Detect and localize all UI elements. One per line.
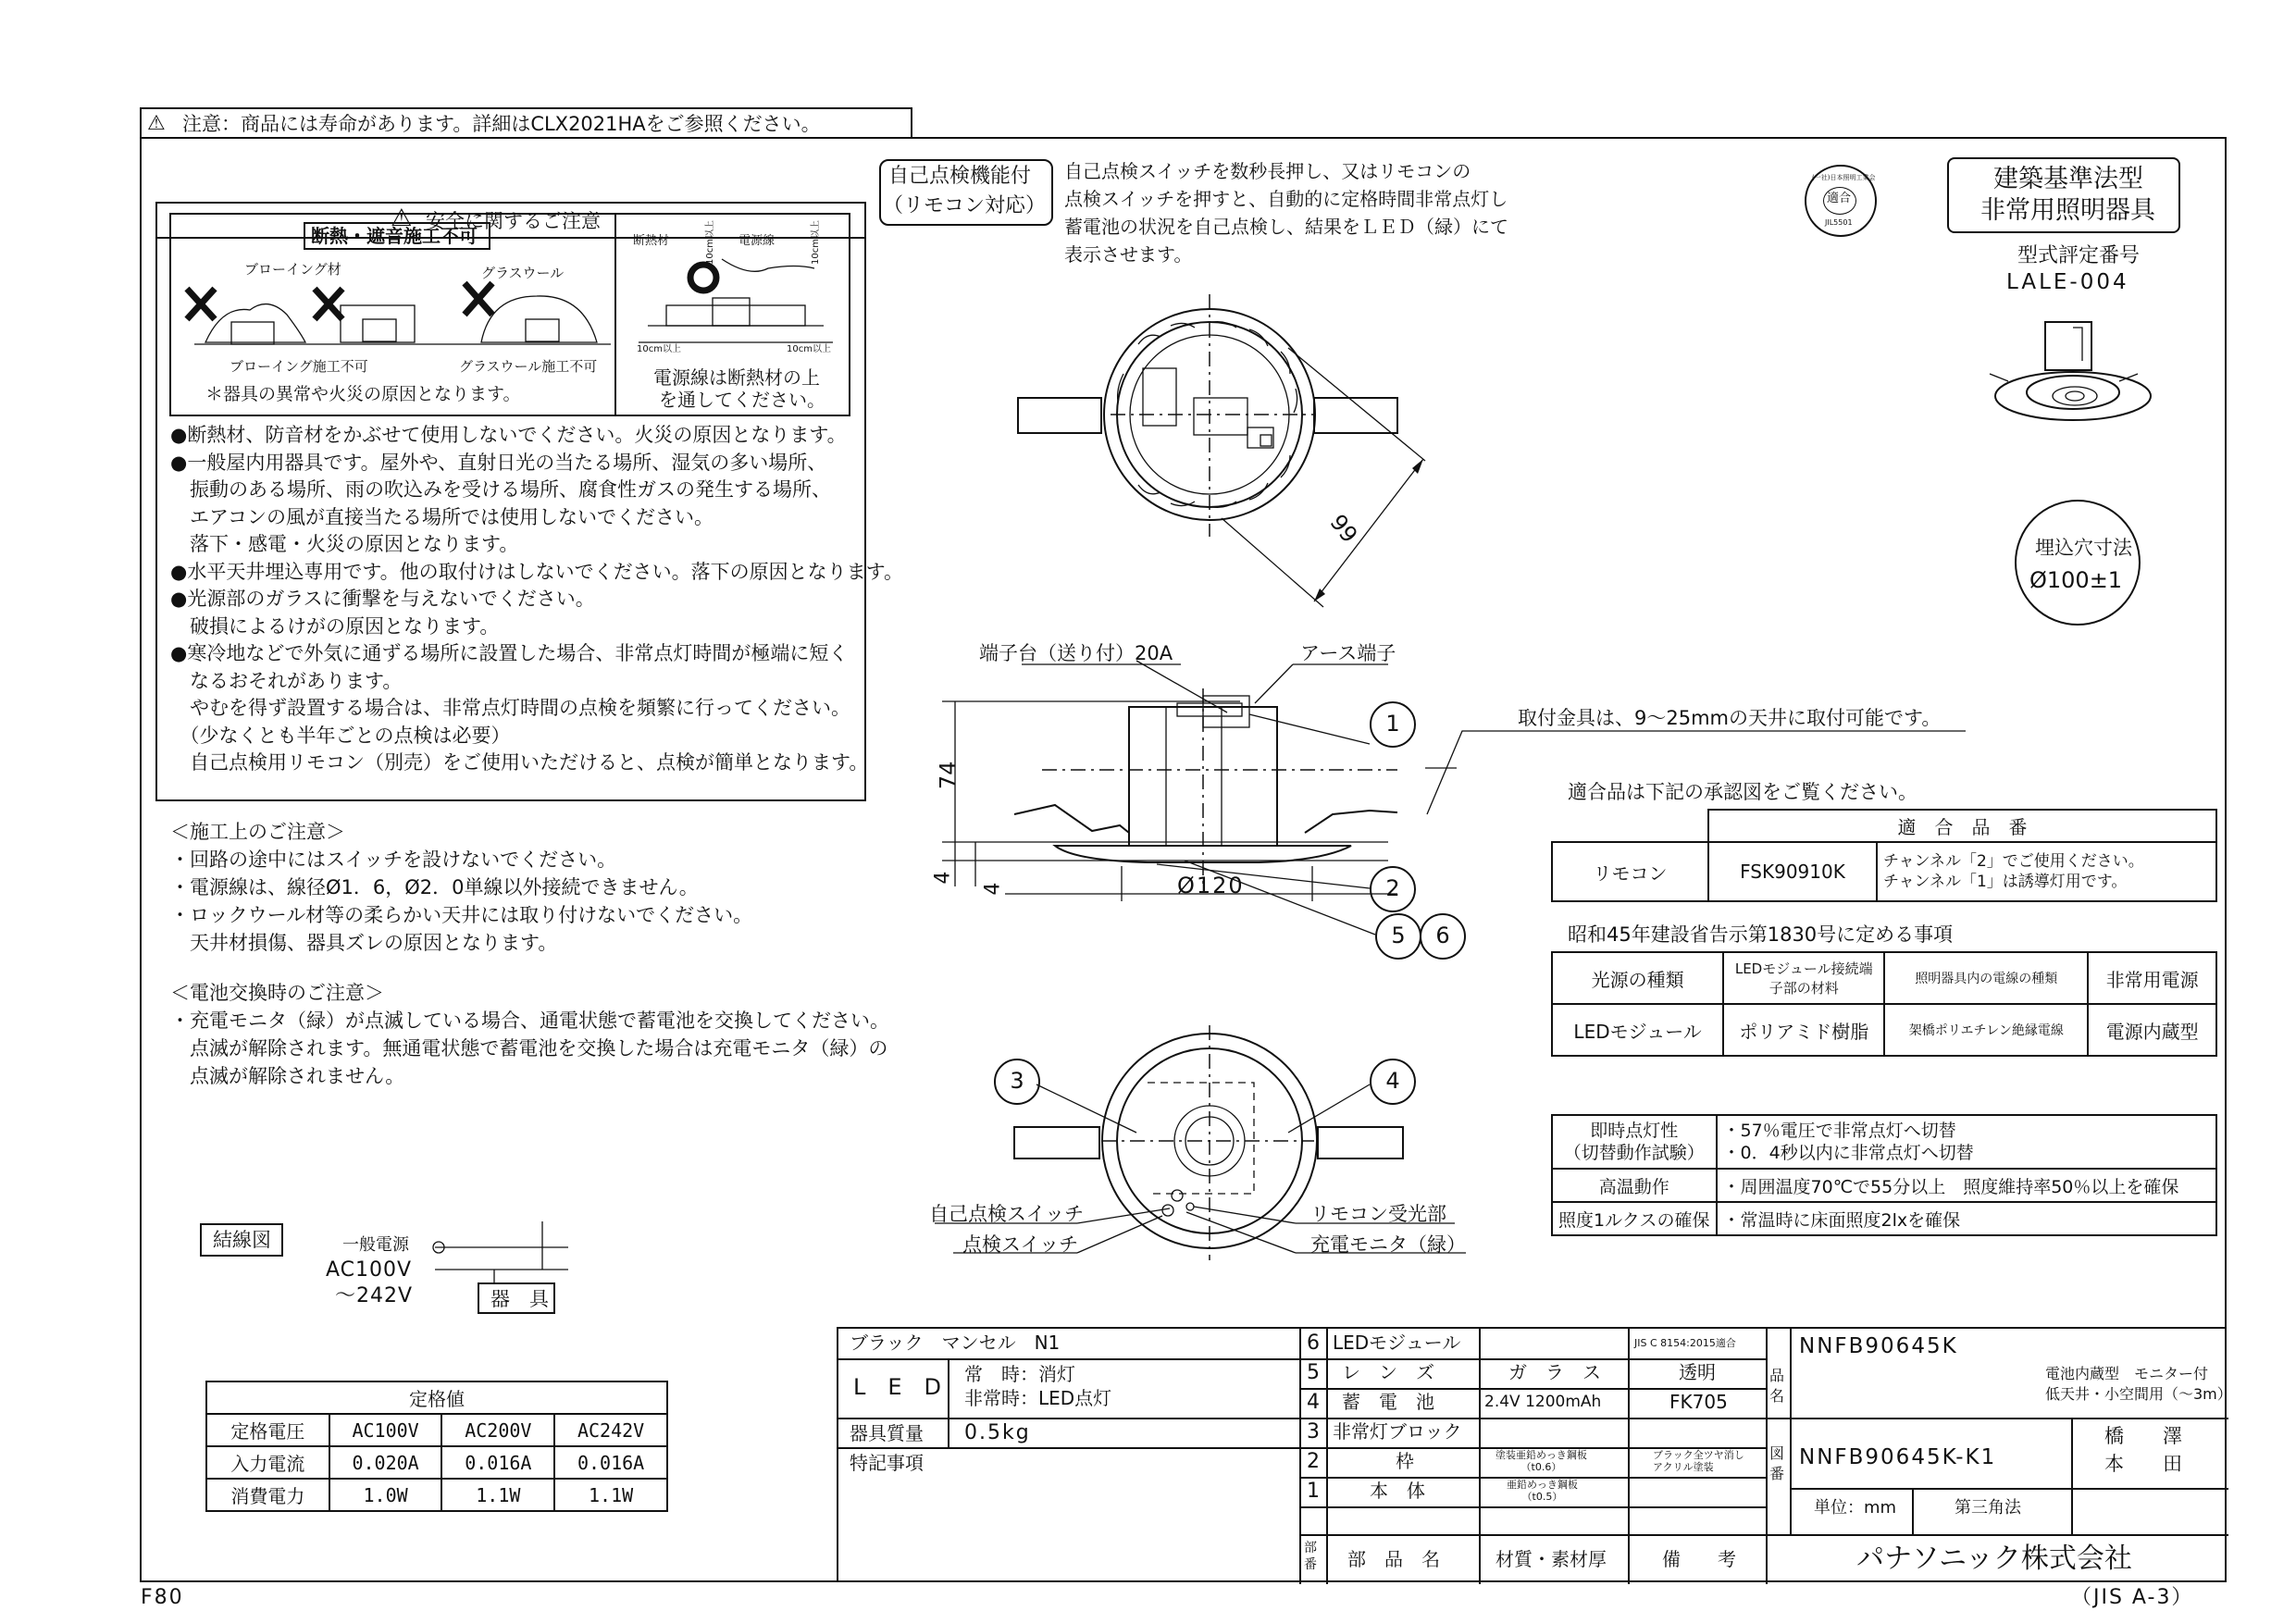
performance-line: ・57％電圧で非常点灯へ切替 [1722,1121,1956,1141]
parts-header-note: 備 考 [1662,1548,1736,1570]
regulation-header-material: LEDモジュール接続端子部の材料 [1723,952,1884,1004]
cutout-value: Ø100±1 [2029,567,2123,593]
safety-title: 安全に関するご注意 [426,210,601,232]
wiring-fixture: 器 具 [490,1288,549,1310]
callout-1 [1370,701,1416,748]
dim-74: 74 [935,761,962,790]
regulation-header-power: 非常用電源 [2088,952,2216,1004]
regulation-table [1551,951,2217,1057]
seal-mid: 適合 [1827,192,1852,205]
callout-3 [994,1059,1040,1105]
part-no: 3 [1307,1420,1320,1443]
title-mass-label: 器具質量 [850,1422,924,1444]
safety-bullet: ●水平天井埋込専用です。他の取付けはしないでください。落下の原因となります。 [170,560,903,583]
wiring-fixture-box [478,1282,555,1314]
part-no: 1 [1307,1480,1320,1503]
self-check-desc-line: 点検スイッチを押すと、自動的に定格時間非常点灯し [1064,188,1508,210]
safety-bullet: 破損によるけがの原因となります。 [170,614,500,638]
part-name: 蓄 電 池 [1342,1391,1434,1413]
safety-bullet: エアコンの風が直接当たる場所では使用しないでください。 [170,505,714,528]
ratings-cell: 消費電力 [206,1479,329,1511]
part-note: 透明 [1679,1361,1716,1383]
construction-notes-title: ＜施工上のご注意＞ [170,821,345,843]
part-name: 非常灯ブロック [1333,1420,1462,1443]
performance-table [1551,1114,2217,1236]
eval-label: 型式評定番号 [2017,244,2141,267]
ratings-cell: 1.0W [329,1479,442,1511]
self-check-desc-line: 蓄電池の状況を自己点検し、結果をＬＥＤ（緑）にて [1064,216,1508,238]
callout-1-label: 1 [1385,711,1400,737]
compatible-note-1: チャンネル「2」でご使用ください。 [1883,852,2144,871]
compatible-intro: 適合品は下記の承認図をご覧ください。 [1568,781,1917,803]
safety-bullet: 振動のある場所、雨の吹込みを受ける場所、腐食性ガスの発生する場所、 [170,478,831,501]
check-switch-label: 点検スイッチ [962,1233,1079,1256]
performance-label: 即時点灯性 （切替動作試験） [1552,1115,1717,1169]
self-check-badge-line1: 自己点検機能付 [888,165,1032,188]
eval-number: LALE-004 [2006,270,2129,294]
part-no: 4 [1307,1391,1320,1414]
company-name: パナソニック株式会社 [1856,1542,2132,1575]
blowing-no-label: ブローイング施工不可 [230,358,368,375]
title-led-normal: 常 時：消灯 [964,1363,1075,1385]
battery-notes-title: ＜電池交換時のご注意＞ [170,982,384,1004]
part-material: 2.4V 1200mAh [1484,1393,1602,1411]
dim-120: Ø120 [1177,873,1245,898]
dim-10cm-b: 10cm以上 [787,344,831,354]
title-block [837,1327,2232,1582]
part-note: FK705 [1669,1391,1728,1413]
dim-10cm-d: 10cm以上 [811,220,821,265]
regulation-header-source: 光源の種類 [1552,952,1723,1004]
regulation-value-wire: 架橋ポリエチレン絶縁電線 [1884,1004,2088,1056]
regulation-value-material: ポリアミド樹脂 [1723,1004,1884,1056]
construction-note: ・回路の途中にはスイッチを設けないでください。 [170,849,617,871]
ratings-cell: AC200V [441,1414,554,1446]
callout-6 [1420,913,1466,960]
blowing-material-label: ブローイング材 [244,261,341,278]
dim-4b: 4 [981,882,1005,896]
remote-receiver-label: リモコン受光部 [1310,1203,1446,1225]
safety-bullet: （少なくとも半年ごとの点検は必要） [170,724,511,747]
title-color: ブラック マンセル N1 [850,1332,1061,1354]
ratings-cell: 定格電圧 [206,1414,329,1446]
safety-bullet: なるおそれがあります。 [170,669,403,692]
part-name: LEDモジュール [1333,1332,1461,1354]
part-material: ガ ラ ス [1508,1361,1601,1383]
regulation-header-wire: 照明器具内の電線の種類 [1884,952,2088,1004]
regulation-value-source: LEDモジュール [1552,1004,1723,1056]
safety-bullet: ●一般屋内用器具です。屋外や、直射日光の当たる場所、湿気の多い場所、 [170,451,827,474]
safety-bullet: ●断熱材、防音材をかぶせて使用しないでください。火災の原因となります。 [170,424,847,446]
part-name: 枠 [1396,1450,1414,1472]
ratings-cell: 1.1W [441,1479,554,1511]
ratings-cell: AC242V [554,1414,667,1446]
seal-top: (一社)日本照明工業会 [1812,174,1876,181]
glass-wool-label: グラスウール [481,265,565,281]
ceiling-note: 取付金具は、9～25mmの天井に取付可能です。 [1518,707,1942,729]
power-wire-label: 電源線 [738,234,776,248]
performance-line: ・周囲温度70℃で55分以上 照度維持率50％以上を確保 [1717,1169,2216,1202]
compatible-note-2: チャンネル「1」は誘導灯用です。 [1883,873,2128,891]
wire-note-1: 電源線は断熱材の上 [653,366,820,389]
callout-3-label: 3 [1010,1068,1024,1094]
performance-line: ・0．4秒以内に非常点灯へ切替 [1722,1143,1974,1163]
ratings-cell: 1.1W [554,1479,667,1511]
wiring-voltage-2: ～242V [335,1284,414,1307]
safety-bullet: 落下・感電・火災の原因となります。 [170,533,519,555]
title-led-emergency: 非常時：LED点灯 [964,1387,1112,1409]
callout-6-label: 6 [1435,923,1450,948]
part-name: レ ン ズ [1342,1361,1434,1383]
title-remarks-label: 特記事項 [850,1452,924,1474]
footer-right: （JIS A-3） [2071,1586,2194,1609]
part-material: 亜鉛めっき鋼板 （t0.5） [1507,1479,1578,1503]
compatible-row-label: リモコン [1552,842,1708,901]
callout-2-label: 2 [1385,875,1400,901]
product-label: 品名 [1769,1367,1785,1405]
battery-note: ・充電モニタ（緑）が点滅している場合、通電状態で蓄電池を交換してください。 [170,1010,889,1032]
person-1: 橋 澤 [2104,1425,2182,1447]
product-desc-2: 低天井・小空間用（～3m） [2045,1385,2232,1403]
callout-5 [1375,913,1421,960]
construction-note: ・電源線は、線径Ø1．6，Ø2．0単線以外接続できません。 [170,876,699,898]
unit-label: 単位：mm [1814,1498,1897,1518]
title-led-label: L E D [853,1374,942,1400]
part-no: 5 [1307,1361,1320,1384]
ratings-cell: 入力電流 [206,1446,329,1479]
safety-bullet: ●光源部のガラスに衝撃を与えないでください。 [170,588,595,610]
regulation-value-power: 電源内蔵型 [2088,1004,2216,1056]
insulation-material-label: 断熱材 [633,234,670,248]
ratings-cell: 0.020A [329,1446,442,1479]
ratings-title: 定格値 [206,1381,667,1414]
ratings-cell: 0.016A [441,1446,554,1479]
ratings-cell: AC100V [329,1414,442,1446]
part-note: JIS C 8154:2015適合 [1634,1337,1736,1349]
dim-99: 99 [1324,509,1363,548]
standard-type-1: 建築基準法型 [1993,165,2143,193]
self-check-switch-label: 自己点検スイッチ [929,1203,1085,1225]
header-notice: 注意：商品には寿命があります。詳細はCLX2021HAをご参照ください。 [182,113,821,135]
compatible-row-note [1877,842,2216,901]
safety-bullet: やむを得ず設置する場合は、非常点灯時間の点検を頻繁に行ってください。 [170,697,850,719]
callout-5-label: 5 [1391,923,1406,948]
performance-value [1717,1115,2216,1169]
seal-bottom: JIL5501 [1825,218,1853,227]
callout-2 [1370,866,1416,912]
parts-header-material: 材質・素材厚 [1496,1548,1607,1570]
drawing-no: NNFB90645K-K1 [1799,1445,1997,1469]
warning-icon: ⚠ [391,204,413,232]
title-mass-value: 0.5kg [964,1421,1031,1444]
dim-10cm-a: 10cm以上 [637,344,681,354]
parts-header-no: 部番 [1304,1541,1317,1572]
battery-note: 点滅が解除されません。 [170,1065,405,1087]
wiring-power-label: 一般電源 [342,1235,409,1255]
insulation-title: 断熱・遮音施工不可 [311,225,478,247]
part-no: 2 [1307,1450,1320,1473]
drawing-label: 図番 [1769,1444,1785,1482]
safety-bullet: ●寒冷地などで外気に通ずる場所に設置した場合、非常点灯時間が極端に短く [170,642,849,664]
safety-bullet: 自己点検用リモコン（別売）をご使用いただけると、点検が簡単となります。 [170,751,869,774]
cause-note: ＊器具の異常や火災の原因となります。 [205,384,521,404]
wiring-title-box [200,1223,283,1257]
self-check-badge-line2: （リモコン対応） [883,194,1047,217]
self-check-desc-line: 自己点検スイッチを数秒長押し、又はリモコンの [1064,160,1471,182]
dim-10cm-c: 10cm以上 [705,220,715,265]
ratings-cell: 0.016A [554,1446,667,1479]
warning-icon: ⚠ [147,112,166,135]
regulation-title: 昭和45年建設省告示第1830号に定める事項 [1568,923,1954,946]
wiring-title: 結線図 [213,1229,271,1251]
compatible-row-code: FSK90910K [1708,842,1877,901]
product-desc-1: 電池内蔵型 モニター付 [2045,1365,2209,1382]
part-name: 本 体 [1370,1480,1425,1502]
callout-4 [1370,1059,1416,1105]
compatible-table [1551,809,2217,902]
dim-4a: 4 [931,871,955,885]
wiring-voltage-1: AC100V [326,1258,413,1282]
footer-left: F80 [141,1586,184,1609]
construction-note: ・ロックウール材等の柔らかい天井には取り付けないでください。 [170,904,753,926]
standard-type-2: 非常用照明器具 [1980,196,2155,225]
performance-label: 高温動作 [1552,1169,1717,1202]
performance-label: 照度1ルクスの確保 [1552,1202,1717,1235]
compatible-header: 適 合 品 番 [1708,810,2216,842]
terminal-block-label: 端子台（送り付）20A [979,642,1173,664]
construction-note: 天井材損傷、器具ズレの原因となります。 [170,932,558,954]
earth-terminal-label: アース端子 [1300,642,1396,664]
part-material: 塗装亜鉛めっき鋼板 （t0.6） [1496,1449,1587,1473]
self-check-desc-line: 表示させます。 [1064,243,1193,266]
callout-4-label: 4 [1385,1068,1400,1094]
glasswool-no-label: グラスウール施工不可 [459,358,598,375]
person-2: 本 田 [2104,1453,2182,1475]
wire-note-2: を通してください。 [659,389,825,411]
part-note: ブラック全ツヤ消し アクリル塗装 [1653,1449,1744,1473]
parts-header-name: 部 品 名 [1347,1548,1440,1570]
performance-line: ・常温時に床面照度2lxを確保 [1717,1202,2216,1235]
product-code: NNFB90645K [1799,1334,1958,1358]
cutout-label: 埋込穴寸法 [2035,537,2132,559]
charge-monitor-label: 充電モニタ（緑） [1310,1233,1466,1256]
battery-note: 点滅が解除されます。無通電状態で蓄電池を交換した場合は充電モニタ（緑）の [170,1037,888,1059]
part-no: 6 [1307,1332,1320,1355]
projection-label: 第三角法 [1955,1498,2021,1518]
ratings-table [205,1381,668,1512]
